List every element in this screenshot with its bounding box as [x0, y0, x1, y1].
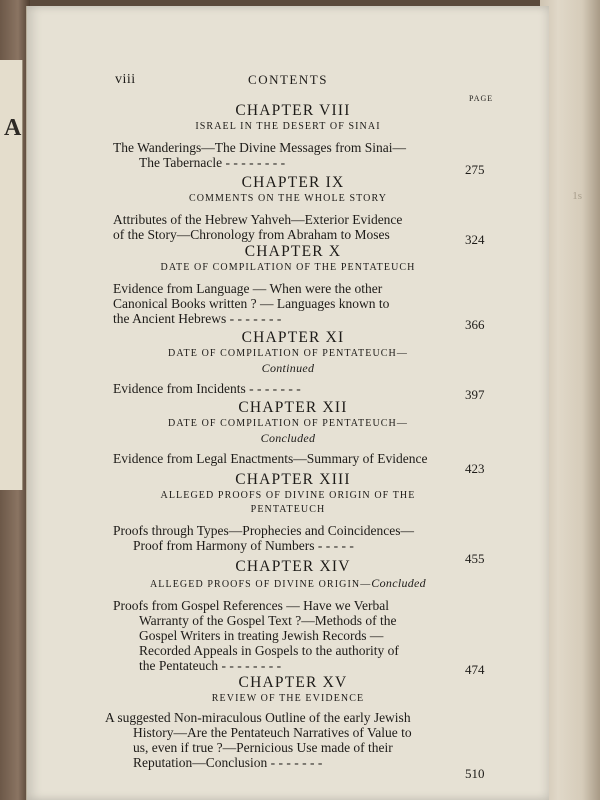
- chapter-title: CHAPTER XIII: [235, 471, 351, 488]
- chapter-entry[interactable]: [27, 243, 549, 332]
- page-reference: 455: [465, 551, 485, 566]
- entry-line: Attributes of the Hebrew Yahveh—Exterior Evidence: [113, 212, 403, 227]
- chapter-subtitle: ISRAEL IN THE DESERT OF SINAI: [195, 121, 381, 132]
- entry-line: A suggested Non-miraculous Outline of the early Jewish: [105, 710, 411, 725]
- chapter-subtitle-concluded: Concluded: [260, 431, 316, 445]
- chapter-entry[interactable]: [27, 471, 549, 566]
- entry-line: the Ancient Hebrews - - - - - - -: [113, 311, 282, 326]
- running-header: [27, 72, 549, 92]
- entry-line: Reputation—Conclusion - - - - - - -: [133, 755, 323, 770]
- entry-line: Evidence from Incidents - - - - - - -: [113, 381, 301, 396]
- page-reference: 366: [465, 317, 485, 332]
- chapter-subtitle: ALLEGED PROOFS OF DIVINE ORIGIN OF THE: [160, 490, 416, 501]
- chapter-title: CHAPTER XII: [238, 399, 348, 416]
- entry-line: Gospel Writers in treating Jewish Records —: [139, 628, 384, 643]
- entry-line: The Wanderings—The Divine Messages from Sinai—: [113, 140, 406, 155]
- chapter-entry[interactable]: [27, 174, 549, 247]
- entry-line: History—Are the Pentateuch Narratives of Value to: [133, 725, 412, 740]
- facing-map-sliver: [0, 60, 23, 490]
- entry-line: us, even if true ?—Pernicious Use made of their: [133, 740, 393, 755]
- page-reference: 275: [465, 162, 485, 177]
- chapter-title: CHAPTER VIII: [235, 102, 351, 119]
- entry-line: Proof from Harmony of Numbers - - - - -: [133, 538, 354, 553]
- entry-line: Warranty of the Gospel Text ?—Methods of the: [139, 613, 397, 628]
- chapter-subtitle: ALLEGED PROOFS OF DIVINE ORIGIN—Concluded: [149, 576, 426, 590]
- map-letter: A: [4, 115, 22, 141]
- chapter-subtitle-line2: PENTATEUCH: [250, 504, 326, 515]
- chapter-subtitle: DATE OF COMPILATION OF PENTATEUCH—: [168, 348, 408, 359]
- contents-page: [26, 6, 549, 800]
- entry-line: of the Story—Chronology from Abraham to Moses: [113, 227, 390, 242]
- entry-line: the Pentateuch - - - - - - - -: [139, 658, 282, 673]
- entry-line: Proofs from Gospel References — Have we Verbal: [113, 598, 390, 613]
- page-title: CONTENTS: [248, 72, 328, 87]
- entry-line: Proofs through Types—Prophecies and Coincidences—: [113, 523, 415, 538]
- chapter-entry[interactable]: [27, 558, 549, 677]
- page-reference: 397: [465, 387, 485, 402]
- entry-line: Recorded Appeals in Gospels to the authority of: [139, 643, 399, 658]
- page-reference: 474: [465, 662, 485, 677]
- right-page-mark: 1s: [572, 190, 582, 202]
- page-column-label: PAGE: [469, 94, 494, 103]
- chapter-subtitle-continued: Continued: [261, 361, 315, 375]
- chapter-title: CHAPTER IX: [241, 174, 345, 191]
- chapter-entry[interactable]: [27, 102, 549, 177]
- page-reference: 510: [465, 766, 485, 781]
- page-reference: 324: [465, 232, 485, 247]
- chapter-title: CHAPTER XIV: [235, 558, 351, 575]
- chapter-title: CHAPTER XI: [241, 329, 345, 346]
- entry-line: The Tabernacle - - - - - - - -: [139, 155, 286, 170]
- chapter-subtitle: REVIEW OF THE EVIDENCE: [211, 693, 365, 704]
- page-reference: 423: [465, 461, 485, 476]
- chapter-entry[interactable]: [27, 329, 549, 402]
- entry-line: Evidence from Legal Enactments—Summary of Evidence: [113, 451, 428, 466]
- chapter-entry[interactable]: [27, 674, 549, 781]
- chapter-subtitle: COMMENTS ON THE WHOLE STORY: [188, 193, 388, 204]
- page-number: viii: [115, 72, 136, 87]
- next-page-edge: [540, 0, 600, 800]
- chapter-subtitle: DATE OF COMPILATION OF PENTATEUCH—: [168, 418, 408, 429]
- entry-line: Canonical Books written ? — Languages known to: [113, 296, 390, 311]
- chapter-title: CHAPTER X: [244, 243, 342, 260]
- chapter-entry[interactable]: [27, 399, 549, 476]
- chapter-title: CHAPTER XV: [238, 674, 348, 691]
- entry-line: Evidence from Language — When were the other: [113, 281, 383, 296]
- chapter-subtitle: DATE OF COMPILATION OF THE PENTATEUCH: [160, 262, 416, 273]
